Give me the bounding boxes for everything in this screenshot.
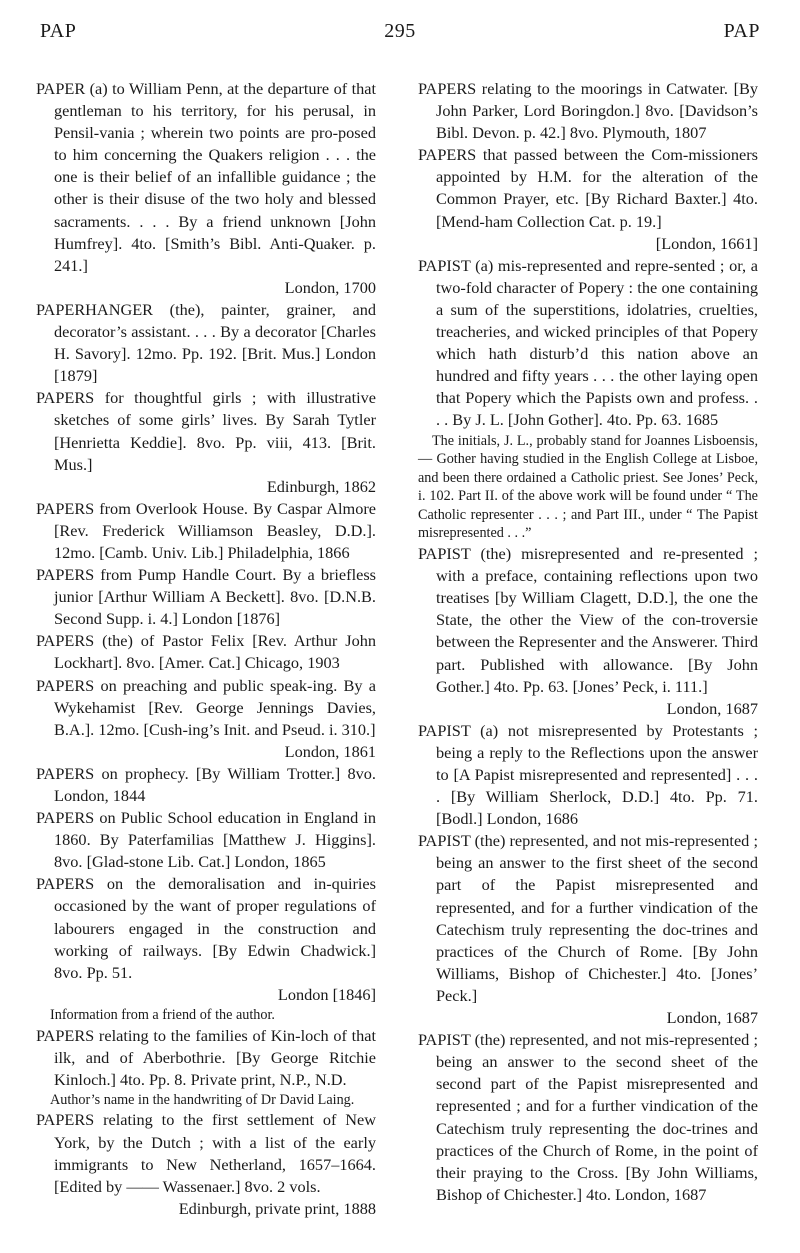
entry-note: The initials, J. L., probably stand for Joannes Lisboensis, — Gother having studied in the English College at Lisboe, and been there ordained a Catholic priest. See Jones’ Peck, i. 102. Part II. of the above work will be found under “ The Catholic representer . . . ; and Part III., under “ The Papist misrepresented . . .” xyxy=(418,432,758,542)
bibliography-entry xyxy=(418,255,758,432)
bibliography-entry xyxy=(418,720,758,830)
bibliography-entry xyxy=(36,498,376,564)
entry-text: PAPERHANGER (the), painter, grainer, and decorator’s assistant. . . . By a decorator [Charles H. Savory]. 12mo. Pp. 192. [Brit. Mus.] London [1879] xyxy=(36,299,376,386)
entry-place: [London, 1661] xyxy=(655,233,758,253)
bibliography-entry xyxy=(36,675,376,763)
entry-text: PAPERS relating to the first settlement of New York, by the Dutch ; with a list of the early immigrants to New Netherland, 1657–1664. [Edited by —— Wassenaer.] 8vo. 2 vols. xyxy=(36,1110,376,1196)
entry-text: PAPIST (the) represented, and not mis-represented ; being an answer to the second sheet of the second part of the Papist misrepresented and represented ; and for a further vindication of the Catechism truly representing the doc-trines and practices of the Church of Rome, in the point of their praying to the Cross. [By John Williams, Bishop of Chichester.] 4to. London, 1687 xyxy=(418,1030,758,1204)
entry-text: PAPERS (the) of Pastor Felix [Rev. Arthur John Lockhart]. 8vo. [Amer. Cat.] Chicago, 1903 xyxy=(36,631,376,673)
entry-text: PAPIST (a) not misrepresented by Protestants ; being a reply to the Reflections upon the answer to [A Papist misrepresented and represented] . . . . [By William Sherlock, D.D.] 4to. Pp. 71. [Bodl.] London, 1686 xyxy=(418,720,758,829)
bibliography-entry xyxy=(418,78,758,144)
bibliography-entry xyxy=(418,1029,758,1206)
right-column xyxy=(418,78,758,1206)
entry-place: Edinburgh, 1862 xyxy=(266,476,376,496)
entry-place: London, 1687 xyxy=(666,1008,758,1028)
bibliography-entry xyxy=(36,1025,376,1091)
header-left: PAP xyxy=(40,20,77,42)
entry-text: PAPERS for thoughtful girls ; with illustrative sketches of some girls’ lives. By Sarah Tytler [Henrietta Keddie]. 8vo. Pp. viii, 413. [Brit. Mus.] xyxy=(36,388,376,474)
entry-text: PAPER (a) to William Penn, at the departure of that gentleman to his territory, for his perusal, in Pensil-vania ; wherein two points are pro-posed to him concerning the Quakers religion . . . the one is their belief of an infallible guidance ; the other is their disuse of the two holy and blessed sacraments. . . . By a friend unknown [John Humfrey]. 4to. [Smith’s Bibl. Anti-Quaker. p. 241.] xyxy=(36,79,376,275)
bibliography-entry xyxy=(418,144,758,254)
entry-note: Information from a friend of the author. xyxy=(50,1006,275,1023)
entry-text: PAPIST (a) mis-represented and repre-sented ; or, a two-fold character of Popery : the one containing a sum of the superstitions, idolatries, cruelties, treacheries, and wicked principles of that Popery which hath disturb’d this nation above an hundred and fifty years . . . the other laying open that Popery which the Papists own and profess. . . . By J. L. [John Gother]. 4to. Pp. 63. 1685 xyxy=(418,255,758,430)
page-number: 295 xyxy=(384,20,416,42)
entry-text: PAPERS on prophecy. [By William Trotter.] 8vo. London, 1844 xyxy=(36,763,376,805)
bibliography-entry xyxy=(36,564,376,630)
entry-note: Author’s name in the handwriting of Dr David Laing. xyxy=(50,1091,355,1108)
entry-text: PAPERS from Pump Handle Court. By a briefless junior [Arthur William A Beckett]. 8vo. [D.N.B. Second Supp. i. 4.] London [1876] xyxy=(36,565,376,629)
bibliography-entry xyxy=(418,543,758,720)
entry-text: PAPERS on the demoralisation and in-quiries occasioned by the want of proper regulations of labourers engaged in the construction and working of railways. [By Edwin Chadwick.] 8vo. Pp. 51. xyxy=(36,874,376,982)
bibliography-entry xyxy=(36,299,376,387)
bibliography-entry xyxy=(36,387,376,497)
page-header xyxy=(40,20,760,50)
entry-text: PAPERS relating to the families of Kin-loch of that ilk, and of Aberbothrie. [By George Ritchie Kinloch.] 4to. Pp. 8. Private print, N.P., N.D. xyxy=(36,1025,376,1089)
entry-text: PAPERS relating to the moorings in Catwater. [By John Parker, Lord Boringdon.] 8vo. [Davidson’s Bibl. Devon. p. 42.] 8vo. Plymouth, 1807 xyxy=(418,79,758,143)
entry-text: PAPERS on Public School education in England in 1860. By Paterfamilias [Matthew J. Higgins]. 8vo. [Glad-stone Lib. Cat.] London, 1865 xyxy=(36,808,376,872)
bibliography-entry xyxy=(36,78,376,299)
bibliography-entry xyxy=(36,763,376,807)
entry-place: London, 1861 xyxy=(284,741,376,761)
entry-text: PAPIST (the) misrepresented and re-presented ; with a preface, containing reflections upon two treatises [by William Clagett, D.D.], the one the State, the other the View of the con-troversie between the Representer and the Answerer. Third part. Published with allowance. [By John Gother.] 4to. Pp. 63. [Jones’ Peck, i. 111.] xyxy=(418,544,758,696)
bibliography-entry xyxy=(36,1109,376,1219)
entry-place: London, 1700 xyxy=(284,277,376,297)
header-right: PAP xyxy=(723,20,760,42)
bibliography-entry xyxy=(36,630,376,674)
entry-place: London, 1687 xyxy=(666,698,758,718)
bibliography-entry xyxy=(36,873,376,1006)
entry-text: PAPERS from Overlook House. By Caspar Almore [Rev. Frederick Williamson Beasley, D.D.]. 12mo. [Camb. Univ. Lib.] Philadelphia, 1866 xyxy=(36,498,376,562)
bibliography-entry xyxy=(36,807,376,873)
entry-text: PAPERS on preaching and public speak-ing. By a Wykehamist [Rev. George Jennings Davies, B.A.]. 12mo. [Cush-ing’s Init. and Pseud. i. 310.] xyxy=(36,675,376,739)
entry-text: PAPIST (the) represented, and not mis-represented ; being an answer to the first sheet of the second part of the Papist misrepresented and represented, and for a further vindication of the Catechism truly representing the doc-trines and practices of the Church of Rome. [By John Williams, Bishop of Chichester.] 4to. [Jones’ Peck.] xyxy=(418,831,758,1005)
left-column xyxy=(36,78,376,1220)
entry-place: Edinburgh, private print, 1888 xyxy=(178,1198,376,1218)
entry-text: PAPERS that passed between the Com-missioners appointed by H.M. for the alteration of the Common Prayer, etc. [By Richard Baxter.] 4to. [Mend-ham Collection Cat. p. 19.] xyxy=(418,145,758,231)
bibliography-entry xyxy=(418,830,758,1029)
entry-place: London [1846] xyxy=(277,984,376,1004)
